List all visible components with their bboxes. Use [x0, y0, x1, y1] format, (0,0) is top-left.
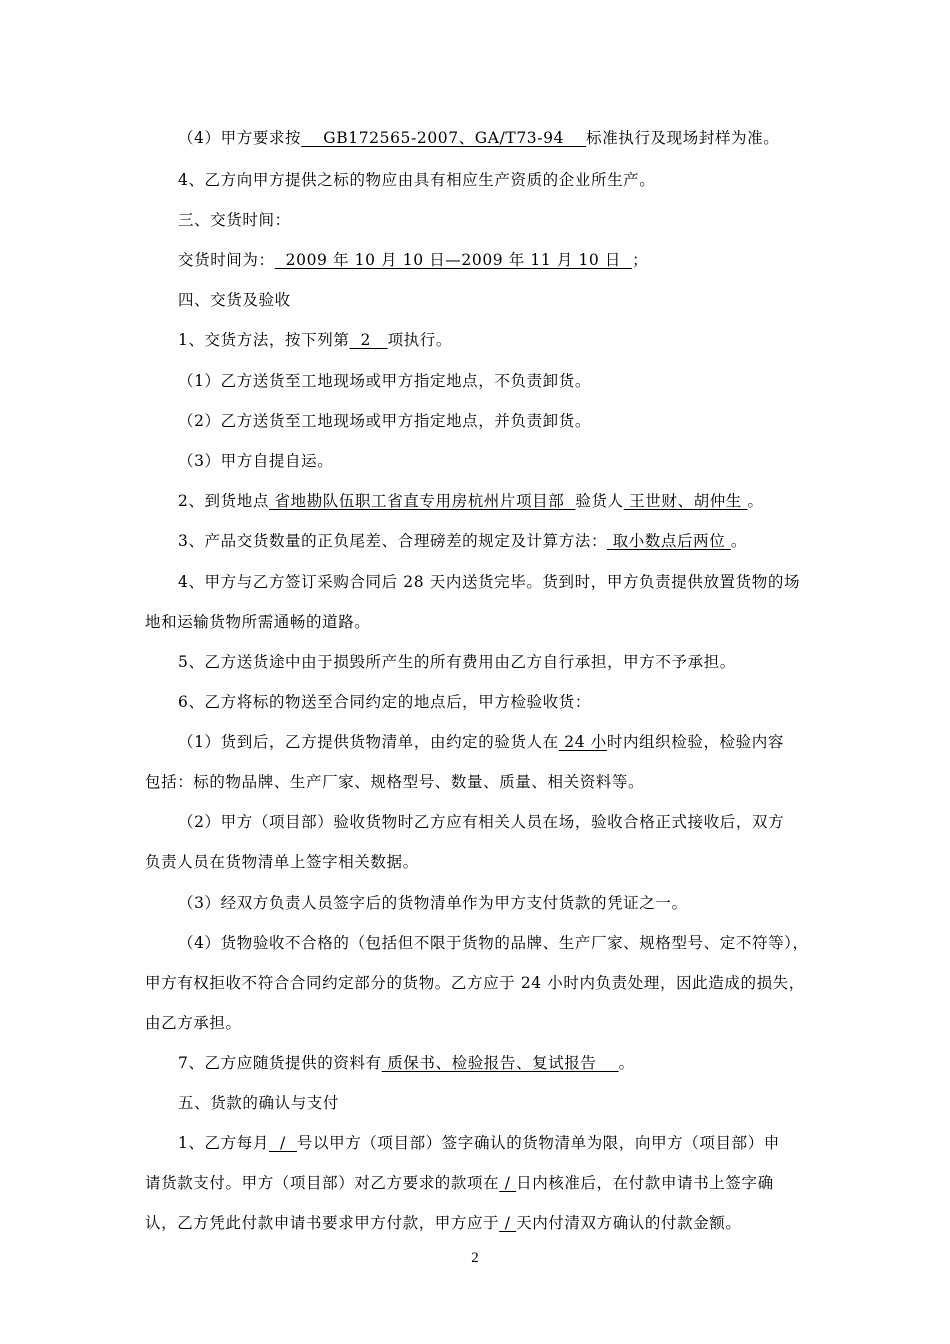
text-line: [178, 451, 333, 471]
text-segment: 请货款支付。甲方（项目部）对乙方要求的款项在: [145, 1174, 500, 1192]
text-line: [145, 1213, 742, 1233]
text-segment: 项执行。: [387, 331, 452, 349]
text-segment: 日内核准后，在付款申请书上签字确: [516, 1174, 774, 1192]
text-line: [178, 692, 591, 712]
text-line: [178, 1093, 339, 1113]
text-line: [178, 210, 291, 230]
filled-blank: 质保书、检验报告、复试报告: [381, 1054, 619, 1072]
text-segment: 由乙方承担。: [145, 1014, 242, 1032]
text-segment: 验货人: [575, 492, 624, 510]
text-line: [178, 491, 764, 511]
text-line: [145, 852, 419, 872]
text-line: [145, 1013, 242, 1033]
text-segment: 三、交货时间：: [178, 211, 291, 229]
text-segment: 时内组织检验，检验内容: [606, 733, 784, 751]
text-segment: 6、乙方将标的物送至合同约定的地点后，甲方检验收货：: [178, 693, 591, 711]
filled-blank: GB172565-2007、GA/T73-94: [301, 129, 587, 147]
text-segment: 天内付清双方确认的付款金额。: [516, 1214, 742, 1232]
text-line: [178, 893, 688, 913]
text-segment: 四、交货及验收: [178, 291, 291, 309]
filled-blank: 取小数点后两位: [607, 532, 731, 550]
text-segment: 五、货款的确认与支付: [178, 1094, 340, 1112]
filled-blank: 2: [349, 331, 388, 349]
text-line: [178, 411, 591, 431]
text-line: [178, 531, 747, 551]
text-segment: 3、产品交货数量的正负尾差、合理磅差的规定及计算方法：: [178, 532, 608, 550]
text-line: [178, 1053, 635, 1073]
text-segment: 1、交货方法，按下列第: [178, 331, 350, 349]
text-segment: 1、乙方每月: [178, 1134, 269, 1152]
text-line: [178, 330, 452, 350]
text-segment: 认，乙方凭此付款申请书要求甲方付款，甲方应于: [145, 1214, 500, 1232]
text-segment: 标准执行及现场封样为准。: [586, 129, 780, 147]
text-segment: 号以甲方（项目部）签字确认的货物清单为限，向甲方（项目部）申: [296, 1134, 780, 1152]
text-line: [178, 170, 655, 190]
text-segment: 4、乙方向甲方提供之标的物应由具有相应生产资质的企业所生产。: [178, 171, 656, 189]
text-segment: 交货时间为：: [178, 251, 275, 269]
text-line: [145, 612, 370, 632]
text-segment: （3）甲方自提自运。: [178, 452, 334, 470]
text-segment: （4）甲方要求按: [178, 129, 302, 147]
text-segment: ；: [632, 251, 649, 269]
text-segment: （4）货物验收不合格的（包括但不限于货物的品牌、生产厂家、规格型号、定不符等），: [178, 934, 809, 952]
text-segment: （2）乙方送货至工地现场或甲方指定地点，并负责卸货。: [178, 412, 591, 430]
text-line: [145, 973, 805, 993]
text-line: [178, 933, 809, 953]
text-segment: 4、甲方与乙方签订采购合同后 28 天内送货完毕。货到时，甲方负责提供放置货物的场: [178, 573, 801, 591]
filled-blank: 王世财、胡仲生: [623, 492, 748, 510]
text-segment: 7、乙方应随货提供的资料有: [178, 1054, 382, 1072]
text-segment: 负责人员在货物清单上签字相关数据。: [145, 853, 419, 871]
filled-blank: /: [268, 1134, 297, 1152]
text-line: [178, 128, 779, 148]
filled-blank: /: [499, 1214, 517, 1232]
text-segment: 甲方有权拒收不符合合同约定部分的货物。乙方应于 24 小时内负责处理，因此造成的损失，: [145, 974, 805, 992]
text-segment: 。: [618, 1054, 635, 1072]
text-segment: （1）货到后，乙方提供货物清单，由约定的验货人在: [178, 733, 559, 751]
page-number: 2: [471, 1250, 479, 1266]
text-segment: 5、乙方送货途中由于损毁所产生的所有费用由乙方自行承担，甲方不予承担。: [178, 653, 736, 671]
text-line: [178, 250, 648, 270]
text-segment: 。: [747, 492, 764, 510]
text-line: [145, 1173, 774, 1193]
text-segment: （2）甲方（项目部）验收货物时乙方应有相关人员在场，验收合格正式接收后，双方: [178, 813, 785, 831]
text-segment: 地和运输货物所需通畅的道路。: [145, 613, 371, 631]
filled-blank: 24 小: [558, 733, 607, 751]
text-segment: 2、到货地点: [178, 492, 269, 510]
text-line: [178, 652, 736, 672]
text-line: [178, 812, 784, 832]
filled-blank: 省地勘队伍职工省直专用房杭州片项目部: [268, 492, 576, 510]
text-line: [145, 772, 644, 792]
text-line: [178, 572, 800, 592]
text-segment: 包括：标的物品牌、生产厂家、规格型号、数量、质量、相关资料等。: [145, 773, 645, 791]
filled-blank: 2009 年 10 月 10 日—2009 年 11 月 10 日: [274, 251, 633, 269]
filled-blank: /: [499, 1174, 517, 1192]
text-segment: （1）乙方送货至工地现场或甲方指定地点，不负责卸货。: [178, 372, 591, 390]
text-line: [178, 1133, 780, 1153]
text-line: [178, 732, 784, 752]
text-line: [178, 290, 291, 310]
text-segment: （3）经双方负责人员签字后的货物清单作为甲方支付货款的凭证之一。: [178, 894, 688, 912]
text-segment: 。: [730, 532, 747, 550]
text-line: [178, 371, 591, 391]
